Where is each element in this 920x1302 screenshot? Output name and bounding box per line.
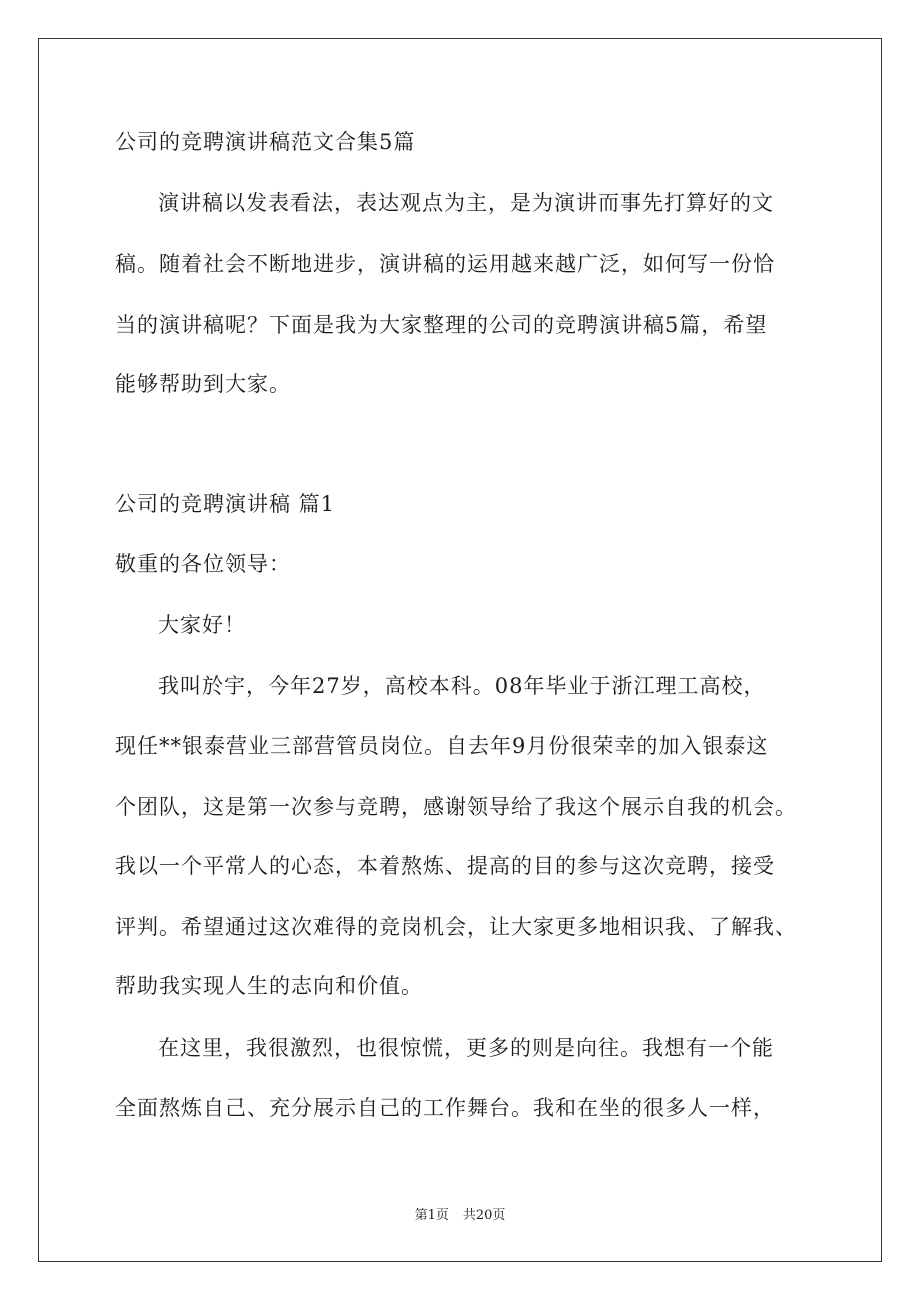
page-number: 第1页 <box>414 1208 449 1223</box>
page-total: 共20页 <box>462 1208 506 1223</box>
intro-line: 能够帮助到大家。 <box>115 372 291 396</box>
page-frame <box>38 38 882 1262</box>
section-heading: 公司的竞聘演讲稿 篇1 <box>115 492 336 516</box>
intro-line: 演讲稿以发表看法，表达观点为主，是为演讲而事先打算好的文 <box>158 191 774 215</box>
intro-line: 稿。随着社会不断地进步，演讲稿的运用越来越广泛，如何写一份恰 <box>115 252 775 276</box>
body-line: 我以一个平常人的心态，本着熬炼、提高的目的参与这次竞聘，接受 <box>115 854 775 878</box>
body-line: 全面熬炼自己、充分展示自己的工作舞台。我和在坐的很多人一样， <box>115 1096 775 1120</box>
salutation: 敬重的各位领导： <box>115 552 291 576</box>
body-line: 评判。希望通过这次难得的竞岗机会，让大家更多地相识我、了解我、 <box>115 915 797 939</box>
page-footer <box>0 1207 920 1225</box>
body-line: 在这里，我很激烈，也很惊慌，更多的则是向往。我想有一个能 <box>158 1036 774 1060</box>
body-line: 我叫於宇，今年27岁，高校本科。08年毕业于浙江理工高校， <box>158 674 766 698</box>
intro-line: 当的演讲稿呢？下面是我为大家整理的公司的竞聘演讲稿5篇，希望 <box>115 313 768 337</box>
greeting: 大家好！ <box>158 613 246 637</box>
document-title: 公司的竞聘演讲稿范文合集5篇 <box>115 130 416 154</box>
body-line: 个团队，这是第一次参与竞聘，感谢领导给了我这个展示自我的机会。 <box>115 795 797 819</box>
body-line: 现任**银泰营业三部营管员岗位。自去年9月份很荣幸的加入银泰这 <box>115 734 769 758</box>
body-line: 帮助我实现人生的志向和价值。 <box>115 974 423 998</box>
